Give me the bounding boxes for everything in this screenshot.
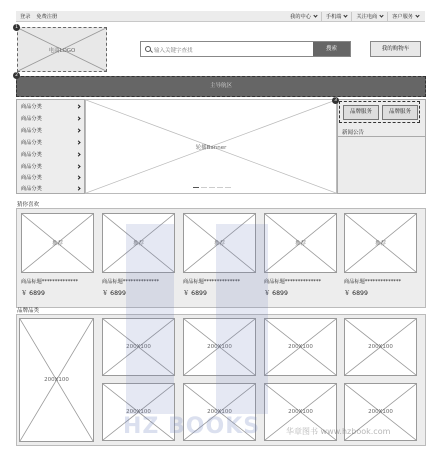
search-placeholder: 输入关键字查找 (154, 48, 193, 54)
divider (338, 136, 425, 137)
product-title[interactable]: 商品标题************** (183, 279, 241, 285)
search-icon (145, 46, 151, 52)
chevron-down-icon (380, 13, 384, 17)
recommend-section-title: 猜你喜欢 (17, 202, 40, 208)
chevron-right-icon (76, 128, 80, 132)
brand-tile[interactable]: 200X100 (183, 318, 256, 376)
brand-service-button[interactable]: 品牌服务 (382, 105, 418, 120)
category-item[interactable]: 商品分类 (17, 183, 86, 194)
product-price: ￥ 6899 (344, 290, 368, 297)
product-price: ￥ 6899 (21, 290, 45, 297)
chevron-down-icon (313, 13, 317, 17)
category-sidebar (16, 99, 85, 194)
category-item[interactable]: 商品分类 (17, 172, 86, 183)
product-price: ￥ 6899 (264, 290, 288, 297)
brand-tile[interactable]: 200X100 (344, 318, 417, 376)
watermark-site: 华章图书 www.hzbook.com (286, 427, 391, 436)
brand-service-button[interactable]: 品牌服务 (343, 105, 379, 120)
chevron-down-icon (415, 13, 419, 17)
annotation-marker-3: 3 (332, 97, 339, 104)
annotation-marker-1: 1 (13, 24, 20, 31)
service-buttons-group (339, 101, 420, 123)
product-title[interactable]: 商品标题************** (21, 279, 79, 285)
register-link[interactable]: 免费注册 (36, 14, 58, 20)
chevron-right-icon (76, 140, 80, 144)
product-image[interactable]: 推荐 (183, 213, 256, 273)
category-item[interactable]: 商品分类 (17, 113, 86, 124)
chevron-right-icon (76, 104, 80, 108)
search-input[interactable] (140, 41, 351, 57)
product-image[interactable]: 推荐 (264, 213, 337, 273)
menu-customer-service[interactable]: 客户服务 (387, 12, 423, 21)
brand-feature-image[interactable]: 200X100 (19, 318, 94, 442)
top-bar (16, 11, 425, 22)
search-button[interactable]: 搜索 (313, 42, 350, 56)
logo-label: 电商LOGO (48, 47, 76, 54)
menu-follow[interactable]: 关注电商 (351, 12, 387, 21)
chevron-right-icon (76, 186, 80, 190)
product-title[interactable]: 商品标题************** (264, 279, 322, 285)
login-link[interactable]: 登录 (20, 14, 31, 20)
brand-tile[interactable]: 200X100 (183, 383, 256, 441)
main-navigation[interactable]: 主导航区 (16, 76, 426, 97)
category-item[interactable]: 商品分类 (17, 125, 86, 136)
annotation-marker-2: 2 (13, 72, 20, 79)
category-item[interactable]: 商品分类 (17, 149, 86, 160)
product-image[interactable]: 推荐 (344, 213, 417, 273)
chevron-right-icon (76, 164, 80, 168)
product-title[interactable]: 商品标题************** (102, 279, 160, 285)
chevron-right-icon (76, 116, 80, 120)
carousel-banner[interactable] (85, 99, 337, 194)
logo-placeholder[interactable] (17, 27, 107, 72)
category-item[interactable]: 商品分类 (17, 101, 86, 112)
menu-mobile[interactable]: 手机端 (321, 12, 352, 21)
news-heading[interactable]: 新闻公告 (342, 130, 365, 136)
brand-tile[interactable]: 200X100 (264, 383, 337, 441)
banner-label: 轮播Banner (195, 144, 227, 151)
chevron-right-icon (76, 175, 80, 179)
brand-tile[interactable]: 200X100 (344, 383, 417, 441)
brand-tile[interactable]: 200X100 (102, 383, 175, 441)
brand-section-title: 品牌品类 (17, 308, 40, 314)
product-price: ￥ 6899 (183, 290, 207, 297)
product-image[interactable]: 推荐 (21, 213, 94, 273)
cart-button[interactable]: 我的购物车 (370, 41, 421, 57)
menu-my-center[interactable]: 我的中心 (286, 12, 321, 21)
product-title[interactable]: 商品标题************** (344, 279, 402, 285)
chevron-down-icon (344, 13, 348, 17)
product-price: ￥ 6899 (102, 290, 126, 297)
product-image[interactable]: 推荐 (102, 213, 175, 273)
category-item[interactable]: 商品分类 (17, 161, 86, 172)
category-item[interactable]: 商品分类 (17, 137, 86, 148)
brand-tile[interactable]: 200X100 (102, 318, 175, 376)
brand-tile[interactable]: 200X100 (264, 318, 337, 376)
chevron-right-icon (76, 152, 80, 156)
carousel-indicators[interactable] (193, 187, 231, 188)
watermark-text: HZ BOOKS (123, 414, 261, 439)
